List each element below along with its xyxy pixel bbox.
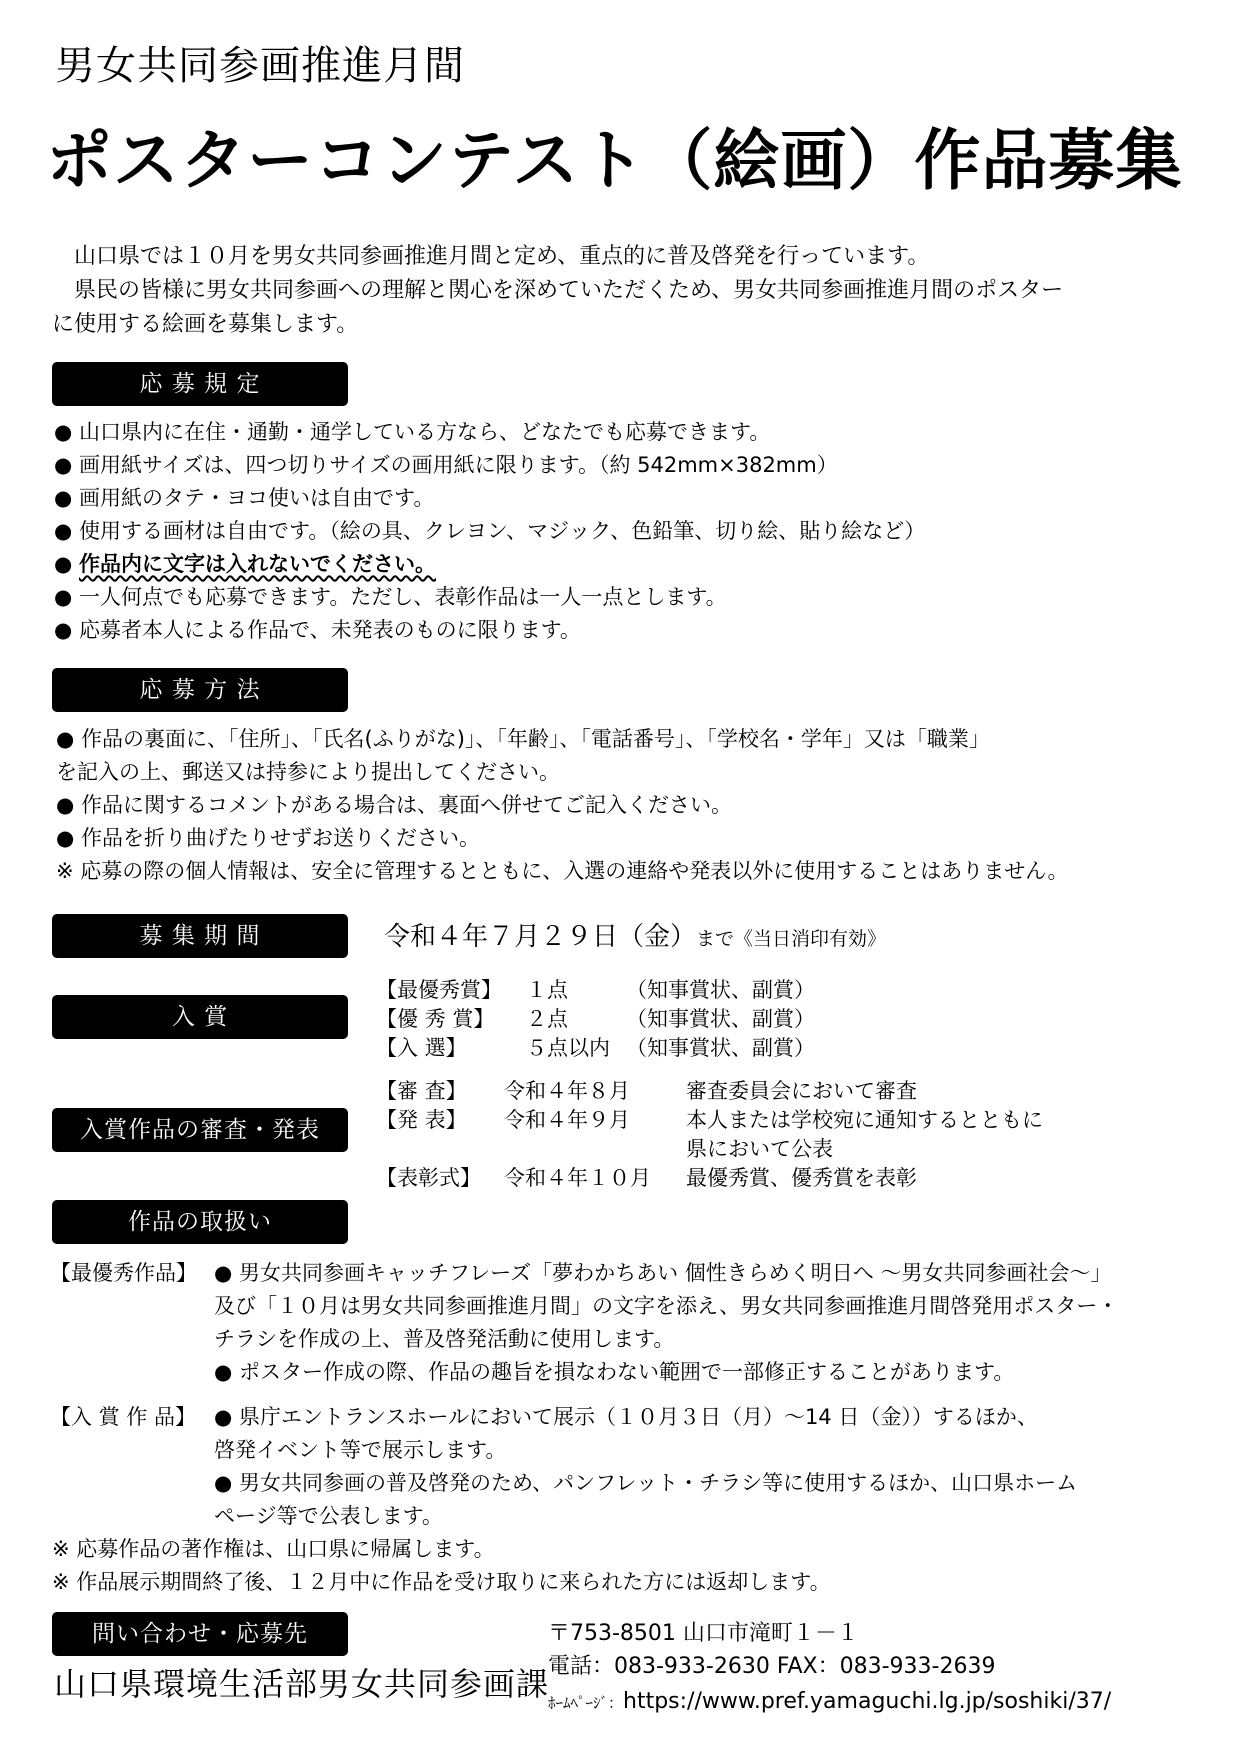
handling-header: 作品の取扱い <box>52 1200 348 1244</box>
deadline-note: まで《当日消印有効》 <box>696 928 887 950</box>
review-label: 【審 査】 <box>376 1079 467 1103</box>
award-prize: （知事賞状、副賞） <box>626 1007 815 1031</box>
rules-item-3: ● 画用紙のタテ・ヨコ使いは自由です。 <box>54 486 435 510</box>
award-prize: （知事賞状、副賞） <box>626 1036 815 1060</box>
contact-phone-fax: 電話：083-933-2630 FAX：083-933-2639 <box>548 1654 996 1679</box>
homepage-link[interactable]: https://www.pref.yamaguchi.lg.jp/soshiki/37/ <box>623 1689 1112 1714</box>
handling-winner-line-4: ページ等で公表します。 <box>214 1504 443 1528</box>
handling-top-line-4: ● ポスター作成の際、作品の趣旨を損なわない範囲で一部修正することがあります。 <box>214 1360 1015 1384</box>
review-row-3 <box>376 1164 917 1193</box>
review-label: 【発 表】 <box>376 1108 467 1132</box>
rules-item-2: ● 画用紙サイズは、四つ切りサイズの画用紙に限ります。（約 542mm×382mm） <box>54 453 838 477</box>
method-header: 応 募 方 法 <box>52 668 348 712</box>
award-count: ２点 <box>526 1007 568 1031</box>
handling-winner-label: 【入 賞 作 品】 <box>50 1405 197 1429</box>
method-note: ※ 応募の際の個人情報は、安全に管理するとともに、入選の連絡や発表以外に使用することはありません。 <box>56 859 1069 883</box>
handling-top-label: 【最優秀作品】 <box>50 1261 197 1285</box>
method-item-1: ● 作品の裏面に、「住所」、「氏名(ふりがな)」、「年齢」、「電話番号」、「学校名・学年」又は「職業」 <box>56 727 990 751</box>
award-prize: （知事賞状、副賞） <box>626 978 815 1002</box>
period-text <box>384 918 886 958</box>
review-desc: 県において公表 <box>686 1137 833 1161</box>
handling-top-line-1: ● 男女共同参画キャッチフレーズ「夢わかちあい 個性きらめく明日へ ～男女共同参画社会～」 <box>214 1261 1112 1285</box>
rules-item-4: ● 使用する画材は自由です。（絵の具、クレヨン、マジック、色鉛筆、切り絵、貼り絵など） <box>54 519 926 543</box>
rules-item-5 <box>54 548 436 581</box>
rules-item-1: ● 山口県内に在住・通勤・通学している方なら、どなたでも応募できます。 <box>54 420 771 444</box>
rules-item-6: ● 一人何点でも応募できます。ただし、表彰作品は一人一点とします。 <box>54 585 727 609</box>
contact-header: 問い合わせ・応募先 <box>52 1612 348 1656</box>
intro-line-1: 山口県では１０月を男女共同参画推進月間と定め、重点的に普及啓発を行っています。 <box>74 244 930 269</box>
rules-item-7: ● 応募者本人による作品で、未発表のものに限ります。 <box>54 618 581 642</box>
review-header: 入賞作品の審査・発表 <box>52 1108 348 1152</box>
handling-note-2: ※ 作品展示期間終了後、１２月中に作品を受け取りに来られた方には返却します。 <box>52 1570 831 1594</box>
bullet-icon: ● <box>54 552 79 576</box>
method-item-1-cont: を記入の上、郵送又は持参により提出してください。 <box>56 760 560 784</box>
review-date: 令和４年９月 <box>504 1108 630 1132</box>
review-desc: 最優秀賞、優秀賞を表彰 <box>686 1166 917 1190</box>
rules-header: 応 募 規 定 <box>52 362 348 406</box>
awards-header: 入 賞 <box>52 995 348 1039</box>
review-desc: 審査委員会において審査 <box>686 1079 917 1103</box>
handling-note-1: ※ 応募作品の著作権は、山口県に帰属します。 <box>52 1537 495 1561</box>
award-count: ５点以内 <box>526 1036 610 1060</box>
intro-line-3: に使用する絵画を募集します。 <box>52 312 359 337</box>
review-label: 【表彰式】 <box>376 1166 481 1190</box>
handling-top-line-2: 及び「１０月は男女共同参画推進月間」の文字を添え、男女共同参画推進月間啓発用ポスター・ <box>214 1294 1119 1318</box>
period-header: 募 集 期 間 <box>52 914 348 958</box>
award-row-3 <box>376 1032 815 1065</box>
review-date: 令和４年１０月 <box>504 1166 651 1190</box>
page-subtitle: 男女共同参画推進月間 <box>55 43 465 89</box>
rules-item-5-text: 作品内に文字は入れないでください。 <box>79 552 436 576</box>
organization-name: 山口県環境生活部男女共同参画課 <box>54 1665 550 1703</box>
review-date: 令和４年８月 <box>504 1079 630 1103</box>
review-row-2 <box>376 1106 1043 1135</box>
contact-address: 〒753-8501 山口市滝町１－１ <box>548 1621 859 1646</box>
handling-winner-line-1: ● 県庁エントランスホールにおいて展示（１０月３日（月）～14 日（金））するほか、 <box>214 1405 1038 1429</box>
handling-winner-line-3: ● 男女共同参画の普及啓発のため、パンフレット・チラシ等に使用するほか、山口県ホーム <box>214 1471 1078 1495</box>
intro-line-2: 県民の皆様に男女共同参画への理解と関心を深めていただくため、男女共同参画推進月間のポスター <box>74 278 1064 303</box>
award-label: 【優 秀 賞】 <box>376 1007 495 1031</box>
award-label: 【入 選】 <box>376 1036 467 1060</box>
homepage-label: ﾎｰﾑﾍﾟｰｼﾞ： <box>548 1694 624 1712</box>
handling-top-line-3: チラシを作成の上、普及啓発活動に使用します。 <box>214 1327 675 1351</box>
review-row-1 <box>376 1077 917 1106</box>
contact-homepage <box>548 1686 1111 1719</box>
review-desc: 本人または学校宛に通知するとともに <box>686 1108 1043 1132</box>
intro-text <box>52 240 1202 342</box>
method-item-3: ● 作品を折り曲げたりせずお送りください。 <box>56 826 480 850</box>
page-title: ポスターコンテスト（絵画）作品募集 <box>46 122 1183 199</box>
review-row-2-cont <box>376 1135 833 1164</box>
award-count: １点 <box>526 978 568 1002</box>
method-item-2: ● 作品に関するコメントがある場合は、裏面へ併せてご記入ください。 <box>56 793 732 817</box>
handling-winner-line-2: 啓発イベント等で展示します。 <box>214 1438 507 1462</box>
deadline-date: 令和４年７月２９日（金） <box>384 922 697 952</box>
award-label: 【最優秀賞】 <box>376 978 502 1002</box>
